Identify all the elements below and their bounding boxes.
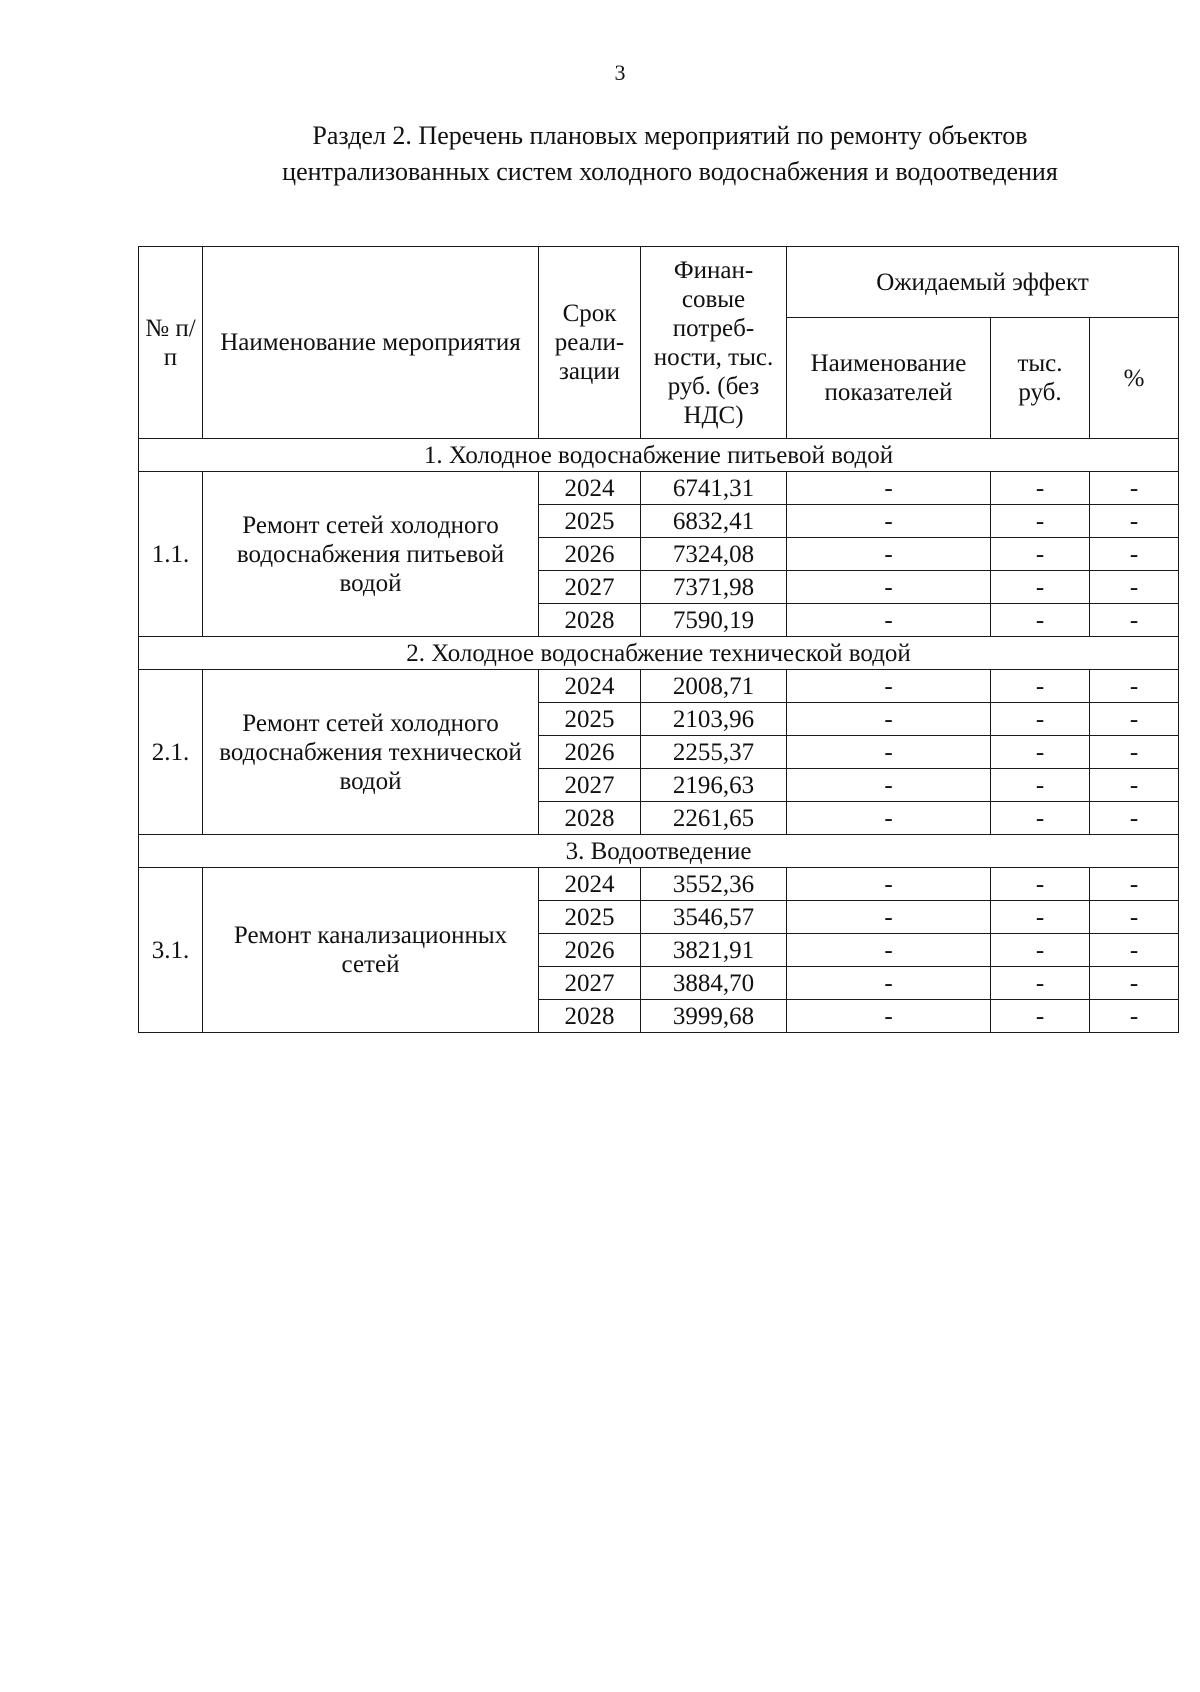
item-name: Ремонт сетей холодного водоснабжения технической водой: [203, 670, 539, 835]
thous-cell: -: [991, 472, 1090, 505]
section-row: [139, 835, 1179, 868]
thous-cell: -: [991, 670, 1090, 703]
thous-cell: -: [991, 802, 1090, 835]
amount-cell: 2196,63: [641, 769, 787, 802]
percent-cell: -: [1090, 505, 1179, 538]
indicator-cell: -: [787, 538, 991, 571]
amount-cell: 3546,57: [641, 901, 787, 934]
percent-cell: -: [1090, 802, 1179, 835]
percent-cell: -: [1090, 538, 1179, 571]
thous-cell: -: [991, 505, 1090, 538]
percent-cell: -: [1090, 604, 1179, 637]
percent-cell: -: [1090, 736, 1179, 769]
amount-cell: 3821,91: [641, 934, 787, 967]
amount-cell: 3884,70: [641, 967, 787, 1000]
percent-cell: -: [1090, 901, 1179, 934]
thous-cell: -: [991, 1000, 1090, 1033]
item-number: 1.1.: [139, 472, 203, 637]
indicator-cell: -: [787, 1000, 991, 1033]
amount-cell: 2103,96: [641, 703, 787, 736]
percent-cell: -: [1090, 868, 1179, 901]
thous-cell: -: [991, 868, 1090, 901]
amount-cell: 3999,68: [641, 1000, 787, 1033]
item-number: 2.1.: [139, 670, 203, 835]
header-effect: Ожидаемый эффект: [787, 247, 1179, 318]
year-cell: 2027: [539, 571, 641, 604]
header-name: Наименование мероприятия: [203, 247, 539, 439]
year-cell: 2024: [539, 670, 641, 703]
thous-cell: -: [991, 967, 1090, 1000]
item-name: Ремонт канализационных сетей: [203, 868, 539, 1033]
table-header-row: [139, 247, 1179, 318]
page-number: 3: [614, 60, 626, 85]
percent-cell: -: [1090, 967, 1179, 1000]
indicator-cell: -: [787, 769, 991, 802]
year-cell: 2024: [539, 472, 641, 505]
indicator-cell: -: [787, 802, 991, 835]
thous-cell: -: [991, 769, 1090, 802]
amount-cell: 3552,36: [641, 868, 787, 901]
amount-cell: 7324,08: [641, 538, 787, 571]
year-cell: 2028: [539, 802, 641, 835]
header-finance: Финан-совые потреб-ности, тыс. руб. (без НДС): [641, 247, 787, 439]
year-cell: 2026: [539, 736, 641, 769]
repair-plan-table: [138, 246, 1179, 1033]
section-title-line-1: Раздел 2. Перечень плановых мероприятий по ремонту объектов: [312, 121, 1028, 150]
thous-cell: -: [991, 736, 1090, 769]
item-number: 3.1.: [139, 868, 203, 1033]
section-heading: 3. Водоотведение: [139, 835, 1179, 868]
amount-cell: 2008,71: [641, 670, 787, 703]
indicator-cell: -: [787, 472, 991, 505]
indicator-cell: -: [787, 967, 991, 1000]
table-row: [139, 868, 1179, 901]
table-row: [139, 472, 1179, 505]
indicator-cell: -: [787, 571, 991, 604]
indicator-cell: -: [787, 604, 991, 637]
year-cell: 2024: [539, 868, 641, 901]
percent-cell: -: [1090, 472, 1179, 505]
header-num: № п/п: [139, 247, 203, 439]
thous-cell: -: [991, 604, 1090, 637]
year-cell: 2027: [539, 769, 641, 802]
year-cell: 2025: [539, 505, 641, 538]
percent-cell: -: [1090, 934, 1179, 967]
indicator-cell: -: [787, 703, 991, 736]
section-title: [180, 118, 1160, 190]
section-title-line-2: централизованных систем холодного водоснабжения и водоотведения: [282, 157, 1058, 186]
year-cell: 2026: [539, 934, 641, 967]
header-term: Срок реали-зации: [539, 247, 641, 439]
year-cell: 2028: [539, 1000, 641, 1033]
indicator-cell: -: [787, 868, 991, 901]
item-name: Ремонт сетей холодного водоснабжения питьевой водой: [203, 472, 539, 637]
year-cell: 2025: [539, 703, 641, 736]
section-heading: 2. Холодное водоснабжение технической водой: [139, 637, 1179, 670]
percent-cell: -: [1090, 670, 1179, 703]
indicator-cell: -: [787, 901, 991, 934]
header-percent: %: [1090, 318, 1179, 439]
thous-cell: -: [991, 901, 1090, 934]
amount-cell: 6741,31: [641, 472, 787, 505]
year-cell: 2027: [539, 967, 641, 1000]
indicator-cell: -: [787, 505, 991, 538]
year-cell: 2026: [539, 538, 641, 571]
indicator-cell: -: [787, 670, 991, 703]
indicator-cell: -: [787, 934, 991, 967]
thous-cell: -: [991, 934, 1090, 967]
amount-cell: 6832,41: [641, 505, 787, 538]
thous-cell: -: [991, 571, 1090, 604]
table-body: [139, 439, 1179, 1033]
percent-cell: -: [1090, 571, 1179, 604]
amount-cell: 7371,98: [641, 571, 787, 604]
year-cell: 2028: [539, 604, 641, 637]
year-cell: 2025: [539, 901, 641, 934]
header-thous: тыс. руб.: [991, 318, 1090, 439]
amount-cell: 2255,37: [641, 736, 787, 769]
amount-cell: 2261,65: [641, 802, 787, 835]
thous-cell: -: [991, 703, 1090, 736]
header-indicator: Наименование показателей: [787, 318, 991, 439]
indicator-cell: -: [787, 736, 991, 769]
table-row: [139, 670, 1179, 703]
percent-cell: -: [1090, 1000, 1179, 1033]
percent-cell: -: [1090, 769, 1179, 802]
amount-cell: 7590,19: [641, 604, 787, 637]
section-row: [139, 637, 1179, 670]
section-heading: 1. Холодное водоснабжение питьевой водой: [139, 439, 1179, 472]
percent-cell: -: [1090, 703, 1179, 736]
thous-cell: -: [991, 538, 1090, 571]
section-row: [139, 439, 1179, 472]
